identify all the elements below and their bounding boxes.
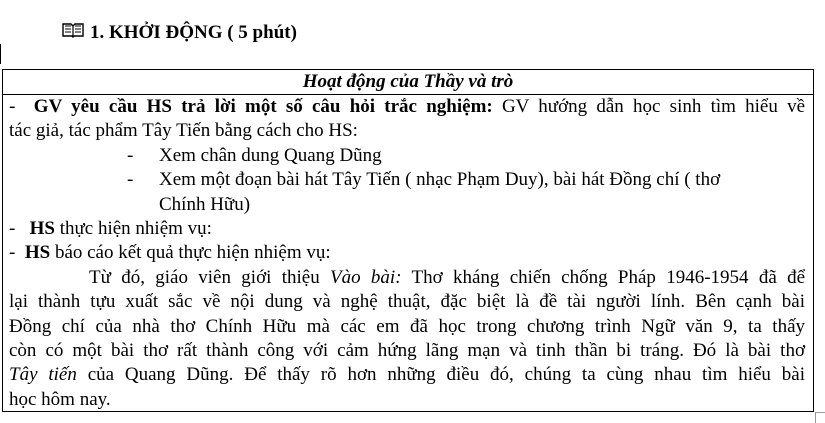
section-heading-text: 1. KHỞI ĐỘNG ( 5 phút) [90,22,297,43]
list-item: - Xem chân dung Quang Dũng [127,144,382,166]
gv-request-rest: GV hướng dẫn học sinh tìm hiểu về [492,96,806,117]
page-corner-marker [815,412,825,423]
gv-request-line-2: tác giả, tác phẩm Tây Tiến bằng cách cho HS: [9,120,358,142]
intro-paragraph-line-5: Tây tiến của Quang Dũng. Để thấy rõ hơn những điều đó, chúng ta cùng nhau tìm hiểu bài [9,364,805,386]
intro-paragraph-line-2: lại thành tựu xuất sắc về nội dung và nghệ thuật, đặc biệt là đề tài người lính. Bên cạnh bài [9,291,805,313]
gv-request-bold: GV yêu cầu HS trả lời một số câu hỏi trắc nghiệm: [33,96,493,117]
intro-paragraph-line-1: Từ đó, giáo viên giới thiệu Vào bài: Thơ kháng chiến chống Pháp 1946-1954 đã để [89,266,806,288]
table-header: Hoạt động của Thầy và trò [3,70,813,95]
activity-table [2,69,814,412]
gv-request-line: - GV yêu cầu HS trả lời một số câu hỏi trắc nghiệm: GV hướng dẫn học sinh tìm hiểu về [9,96,806,117]
intro-paragraph-line-3: Đồng chí của nhà thơ Chính Hữu mà các em đã học trong chương trình Ngữ văn 9, ta thấy [9,315,805,337]
intro-paragraph-line-6: học hôm nay. [9,388,111,410]
intro-paragraph-line-4: còn có một bài thơ rất thành công với cảm hứng lãng mạn và tinh thần bi tráng. Đó là bài thơ [9,340,805,362]
open-book-icon [62,21,84,45]
list-item-continuation: Chính Hữu) [159,193,251,215]
section-heading [62,21,297,45]
margin-marker [0,44,1,64]
table-cell [3,95,813,412]
hs-report-line: - HS báo cáo kết quả thực hiện nhiệm vụ: [9,242,331,264]
hs-perform-line: - HS thực hiện nhiệm vụ: [9,218,212,240]
list-item: - Xem một đoạn bài hát Tây Tiến ( nhạc Phạm Duy), bài hát Đồng chí ( thơ [127,169,721,191]
